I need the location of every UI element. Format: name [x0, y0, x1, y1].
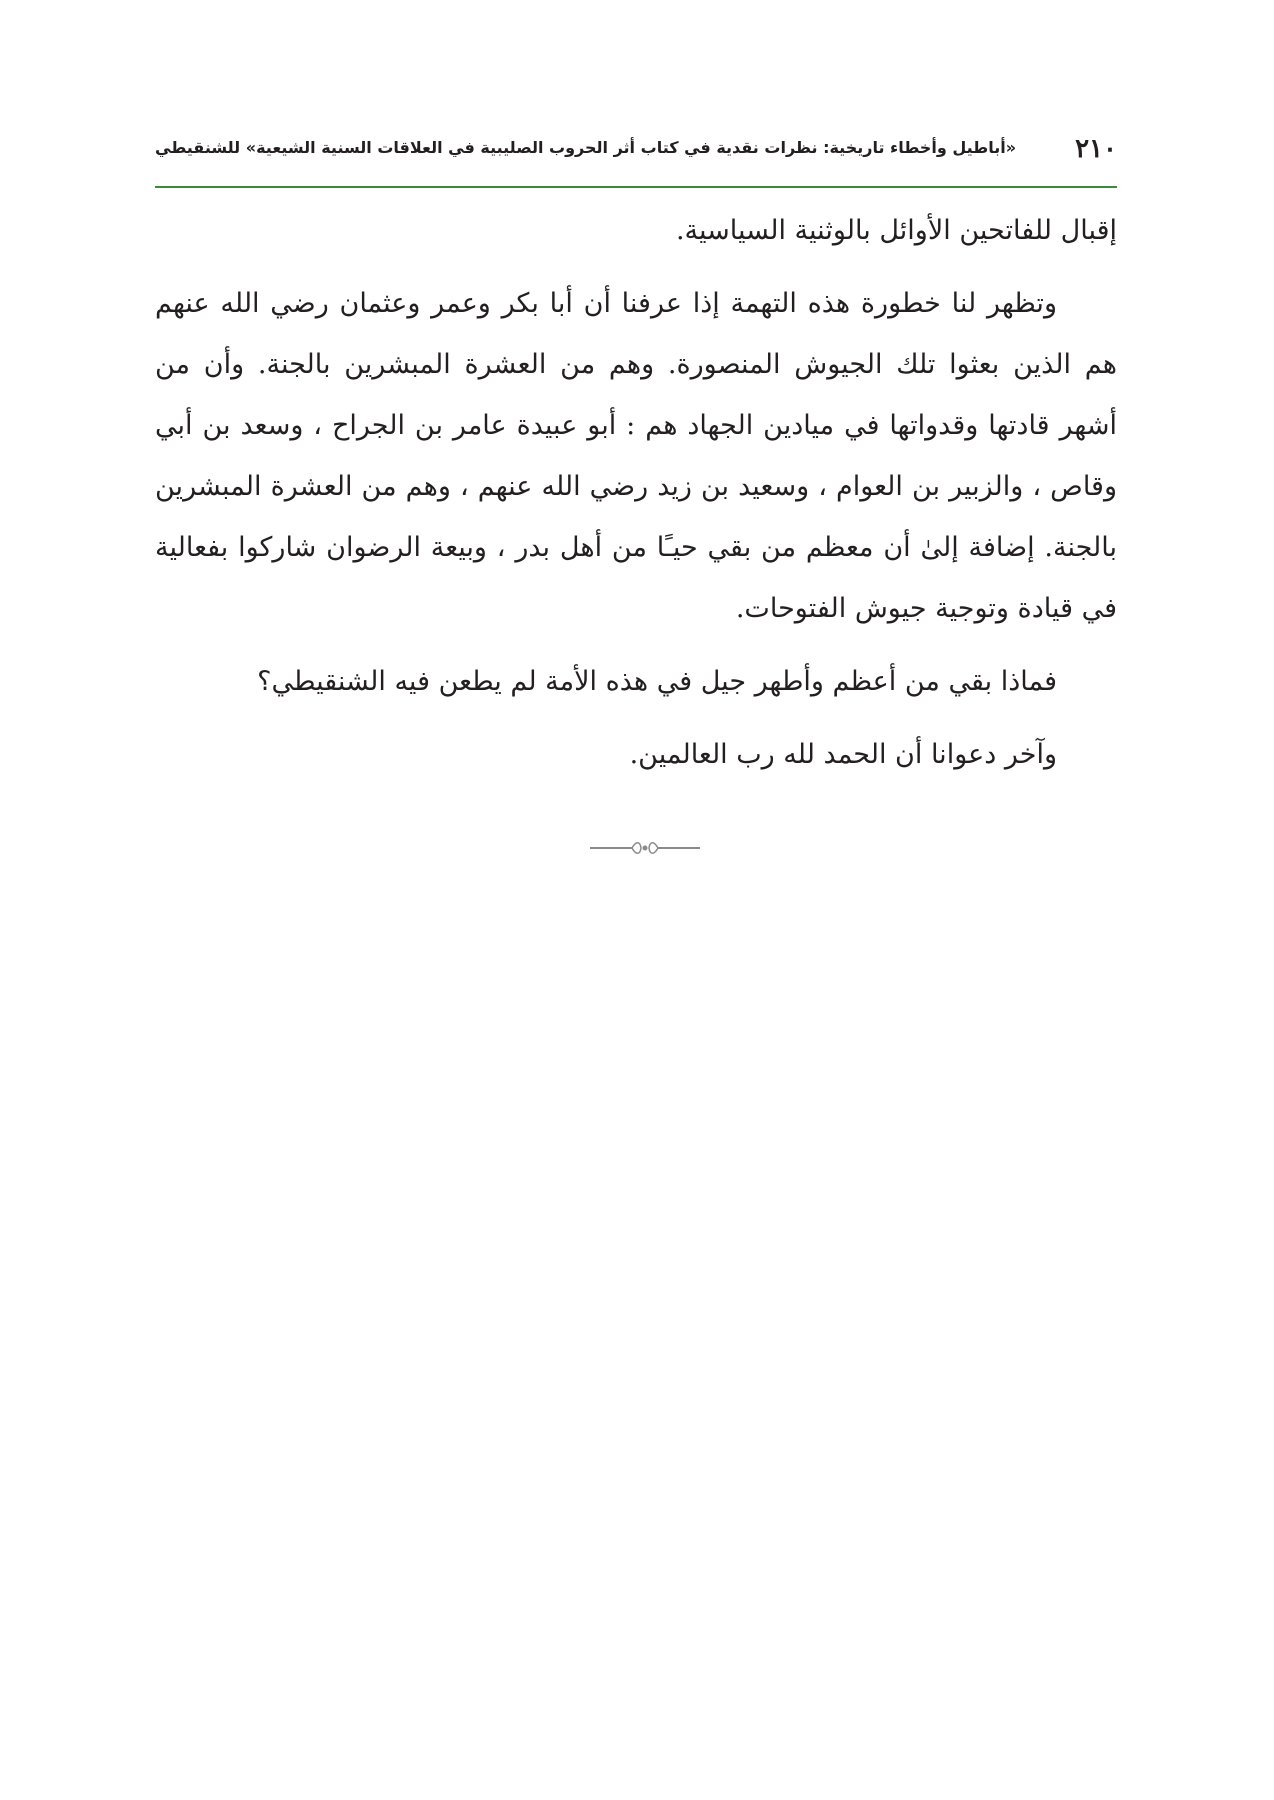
- page-number: ٢١٠: [1075, 134, 1117, 164]
- paragraph-question: فماذا بقي من أعظم وأطهر جيل في هذه الأمة لم يطعن فيه الشنقيطي؟: [257, 666, 1057, 697]
- ornament-scroll-right: [649, 843, 658, 854]
- ornament-center-dot: [643, 846, 648, 851]
- paragraph-continuation: إقبال للفاتحين الأوائل بالوثنية السياسية.: [675, 215, 1117, 246]
- ornament-scroll-left: [632, 843, 641, 854]
- running-title: «أباطيل وأخطاء تاريخية: نظرات نقدية في كتاب أثر الحروب الصليبية في العلاقات السنية الشيعية» للشنقيطي: [155, 138, 1017, 157]
- paragraph-closing: وآخر دعوانا أن الحمد لله رب العالمين.: [629, 739, 1057, 770]
- page-header: [155, 128, 1117, 172]
- section-end-ornament: [590, 838, 700, 858]
- header-divider: [155, 186, 1117, 188]
- page-body: [155, 200, 1117, 797]
- paragraph-main: وتظهر لنا خطورة هذه التهمة إذا عرفنا أن أبا بكر وعمر وعثمان رضي الله عنهم هم الذين بعثوا تلك الجيوش المنصورة. وهم من العشرة المبشرين بالجنة. وأن من أشهر قادتها وقدواتها في ميادين الجهاد هم : أبو عبيدة عامر بن الجراح ، وسعد بن أبي وقاص ، والزبير بن العوام ، وسعيد بن زيد رضي الله عنهم ، وهم من العشرة المبشرين بالجنة. إضافة إلىٰ أن معظم من بقي حيـًا من أهل بدر ، وبيعة الرضوان شاركوا بفعالية في قيادة وتوجية جيوش الفتوحات.: [155, 288, 1117, 624]
